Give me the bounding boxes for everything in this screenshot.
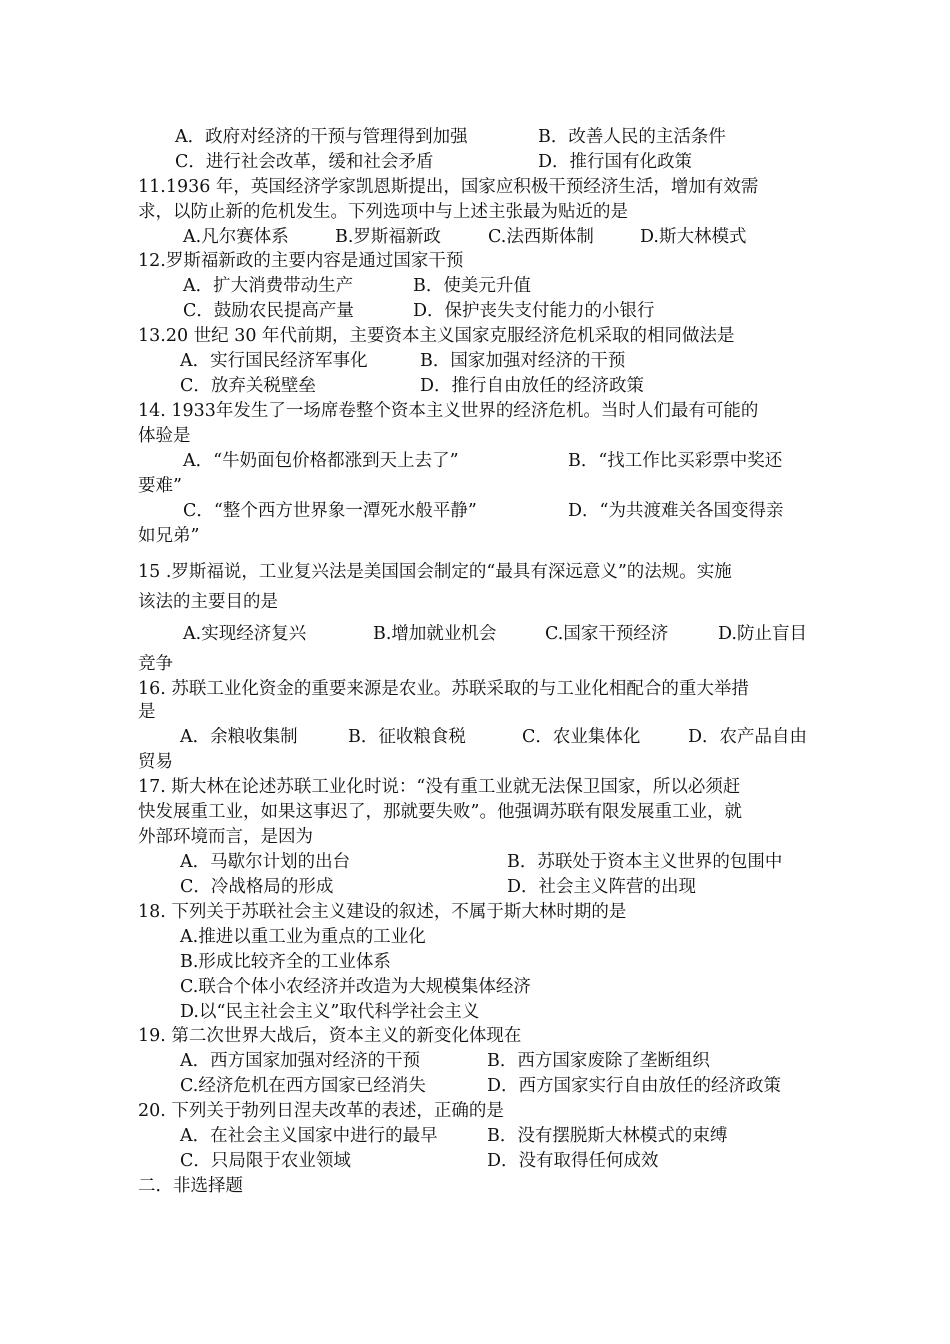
question-15-line-1: 15 .罗斯福说，工业复兴法是美国国会制定的“最具有深远意义”的法规。实施	[138, 562, 732, 582]
question-12-option-b: B．使美元升值	[413, 276, 531, 296]
question-17-line-1: 17. 斯大林在论述苏联工业化时说：“没有重工业就无法保卫国家，所以必须赶	[138, 777, 741, 797]
question-19-option-a: A．西方国家加强对经济的干预	[180, 1051, 421, 1071]
question-20-option-c: C．只局限于农业领域	[180, 1151, 351, 1171]
option-a: A．政府对经济的干预与管理得到加强	[175, 127, 468, 147]
question-16-option-d: D．农产品自由	[688, 727, 808, 747]
question-12-option-d: D．保护丧失支付能力的小银行	[413, 301, 655, 321]
question-19-option-c: C.经济危机在西方国家已经消失	[180, 1076, 426, 1096]
question-18: 18. 下列关于苏联社会主义建设的叙述，不属于斯大林时期的是	[138, 902, 627, 922]
question-20-option-d: D．没有取得任何成效	[487, 1151, 659, 1171]
section-2-heading: 二．非选择题	[138, 1176, 243, 1196]
question-15-option-d: D.防止盲目	[718, 624, 807, 644]
question-14-option-c: C．“整个西方世界象一潭死水般平静”	[183, 501, 477, 521]
option-c: C．进行社会改革，缓和社会矛盾	[175, 152, 434, 172]
question-17-option-b: B．苏联处于资本主义世界的包围中	[507, 852, 783, 872]
question-19-option-d: D．西方国家实行自由放任的经济政策	[487, 1076, 782, 1096]
question-11-line-1: 11.1936 年，英国经济学家凯恩斯提出，国家应积极干预经济生活，增加有效需	[138, 177, 759, 197]
question-16-option-d-cont: 贸易	[138, 752, 173, 772]
question-13-option-c: C．放弃关税壁垒	[180, 376, 316, 396]
question-15-line-2: 该法的主要目的是	[138, 592, 278, 612]
option-d: D．推行国有化政策	[538, 152, 693, 172]
question-17-option-d: D．社会主义阵营的出现	[507, 877, 697, 897]
question-19: 19. 第二次世界大战后，资本主义的新变化体现在	[138, 1026, 522, 1046]
question-18-option-b: B.形成比较齐全的工业体系	[180, 952, 391, 972]
question-14-option-d: D．“为共渡难关各国变得亲	[568, 501, 784, 521]
question-16-line-1: 16. 苏联工业化资金的重要来源是农业。苏联采取的与工业化相配合的重大举措	[138, 679, 749, 699]
question-20-option-a: A．在社会主义国家中进行的最早	[180, 1126, 438, 1146]
question-18-option-c: C.联合个体小农经济并改造为大规模集体经济	[180, 977, 531, 997]
question-14-option-b: B．“找工作比买彩票中奖还	[568, 451, 783, 471]
question-11-line-2: 求，以防止新的危机发生。下列选项中与上述主张最为贴近的是	[138, 202, 628, 222]
question-11-option-b: B.罗斯福新政	[335, 227, 441, 247]
question-14-option-d-cont: 如兄弟”	[138, 526, 200, 546]
question-12-option-a: A．扩大消费带动生产	[183, 276, 354, 296]
question-11-option-a: A.凡尔赛体系	[183, 227, 289, 247]
question-13-option-a: A．实行国民经济军事化	[180, 351, 368, 371]
question-11-option-c: C.法西斯体制	[488, 227, 594, 247]
question-15-option-c: C.国家干预经济	[545, 624, 669, 644]
question-12-option-c: C．鼓励农民提高产量	[183, 301, 354, 321]
question-20: 20. 下列关于勃列日涅夫改革的表述，正确的是	[138, 1101, 504, 1121]
question-13: 13.20 世纪 30 年代前期，主要资本主义国家克服经济危机采取的相同做法是	[138, 326, 735, 346]
question-16-option-c: C．农业集体化	[522, 727, 641, 747]
question-12: 12.罗斯福新政的主要内容是通过国家干预	[138, 251, 464, 271]
question-17-line-2: 快发展重工业，如果这事迟了，那就要失败”。他强调苏联有限发展重工业，就	[138, 802, 742, 822]
question-19-option-b: B．西方国家废除了垄断组织	[487, 1051, 710, 1071]
question-14-line-1: 14. 1933年发生了一场席卷整个资本主义世界的经济危机。当时人们最有可能的	[138, 401, 759, 421]
question-13-option-d: D．推行自由放任的经济政策	[420, 376, 645, 396]
question-14-option-a: A．“牛奶面包价格都涨到天上去了”	[183, 451, 459, 471]
question-17-option-a: A．马歇尔计划的出台	[180, 852, 351, 872]
question-20-option-b: B．没有摆脱斯大林模式的束缚	[487, 1126, 728, 1146]
question-18-option-a: A.推进以重工业为重点的工业化	[180, 927, 426, 947]
question-16-option-a: A．余粮收集制	[180, 727, 298, 747]
question-16-option-b: B．征收粮食税	[348, 727, 466, 747]
question-15-option-a: A.实现经济复兴	[183, 624, 307, 644]
option-b: B．改善人民的主活条件	[538, 127, 726, 147]
question-17-line-3: 外部环境而言，是因为	[138, 827, 313, 847]
question-17-option-c: C．冷战格局的形成	[180, 877, 334, 897]
question-14-option-b-cont: 要难”	[138, 476, 182, 496]
question-15-option-b: B.增加就业机会	[373, 624, 497, 644]
question-18-option-d: D.以“民主社会主义”取代科学社会主义	[180, 1002, 480, 1022]
question-15-option-d-cont: 竞争	[138, 654, 173, 674]
question-16-line-2: 是	[138, 702, 156, 722]
question-14-line-2: 体验是	[138, 426, 191, 446]
question-11-option-d: D.斯大林模式	[640, 227, 747, 247]
question-13-option-b: B．国家加强对经济的干预	[420, 351, 626, 371]
